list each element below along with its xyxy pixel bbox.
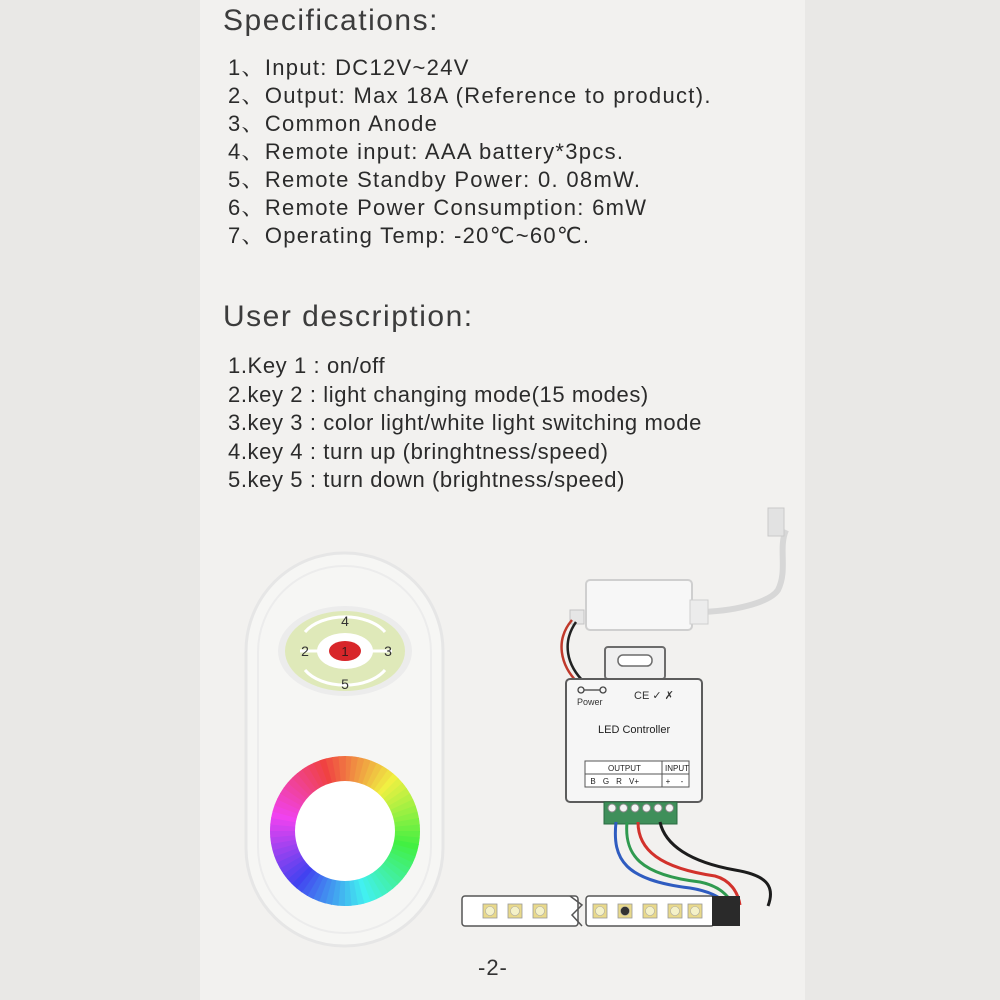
- terminal-label: R: [616, 777, 622, 786]
- terminal-labels: [590, 777, 683, 786]
- page-number: -2-: [478, 955, 508, 980]
- color-wheel-center: [295, 781, 395, 881]
- terminal-screw: [608, 804, 616, 812]
- specifications-heading: Specifications:: [223, 4, 439, 37]
- power-adapter: [562, 508, 786, 683]
- spec-item: 5、Remote Standby Power: 0. 08mW.: [228, 167, 642, 192]
- strip-connector: [712, 896, 740, 926]
- key-item: 1.Key 1 : on/off: [228, 353, 386, 378]
- controller-wires: [615, 822, 770, 906]
- terminal-screw: [620, 804, 628, 812]
- terminal-label: +: [665, 777, 671, 786]
- key-4-label[interactable]: 4: [341, 613, 349, 629]
- spec-item: 6、Remote Power Consumption: 6mW: [228, 195, 648, 220]
- adapter-body: [586, 580, 692, 630]
- led-chip-lens: [536, 907, 545, 916]
- led-strip: [462, 896, 740, 926]
- user-description-heading: User description:: [223, 300, 474, 333]
- led-chip-lens: [646, 907, 655, 916]
- spec-item: 2、Output: Max 18A (Reference to product).: [228, 83, 712, 108]
- terminal-screw: [643, 804, 651, 812]
- spec-item: 7、Operating Temp: -20℃~60℃.: [228, 223, 591, 248]
- spec-item: 3、Common Anode: [228, 111, 439, 136]
- led-chip-lens: [691, 907, 700, 916]
- terminal-label: G: [602, 777, 610, 786]
- terminal-label: -: [680, 777, 684, 786]
- terminal-label: B: [590, 777, 596, 786]
- input-header: INPUT: [665, 764, 689, 773]
- spec-item: 4、Remote input: AAA battery*3pcs.: [228, 139, 625, 164]
- adapter-connector: [570, 610, 584, 624]
- key-item: 4.key 4 : turn up (bringhtness/speed): [228, 438, 609, 464]
- led-chip-lens: [486, 907, 495, 916]
- wire-green: [627, 822, 734, 905]
- led-chip-lens: [511, 907, 520, 916]
- led-controller: [566, 647, 702, 824]
- key-5-label[interactable]: 5: [341, 676, 349, 692]
- adapter-cord-strain: [690, 600, 708, 624]
- mount-hole: [618, 655, 652, 666]
- led-chip-lens: [621, 907, 630, 916]
- terminal-screw: [666, 804, 674, 812]
- plug-icon: [768, 508, 784, 536]
- key-item: 5.key 5 : turn down (brightness/speed): [228, 467, 626, 492]
- output-header: OUTPUT: [608, 764, 641, 773]
- power-cord: [695, 530, 786, 612]
- key-item: 2.key 2 : light changing mode(15 modes): [228, 381, 649, 407]
- led-chip-lens: [671, 907, 680, 916]
- remote-control: [246, 553, 443, 946]
- terminal-screw: [654, 804, 662, 812]
- key-2-label[interactable]: 2: [301, 643, 309, 659]
- spec-item: 1、Input: DC12V~24V: [228, 55, 470, 80]
- cert-marks: CE ✓ ✗: [634, 690, 674, 702]
- power-label: Power: [577, 697, 603, 707]
- remote-keypad: [278, 606, 412, 696]
- terminal-screw: [631, 804, 639, 812]
- key-item: 3.key 3 : color light/white light switching mode: [228, 410, 702, 435]
- key-3-label[interactable]: 3: [384, 643, 392, 659]
- key-1-label: 1: [341, 644, 349, 659]
- terminal-label: V+: [628, 777, 640, 786]
- led-chip-lens: [596, 907, 605, 916]
- controller-name: LED Controller: [598, 724, 671, 736]
- wire-black: [660, 822, 771, 906]
